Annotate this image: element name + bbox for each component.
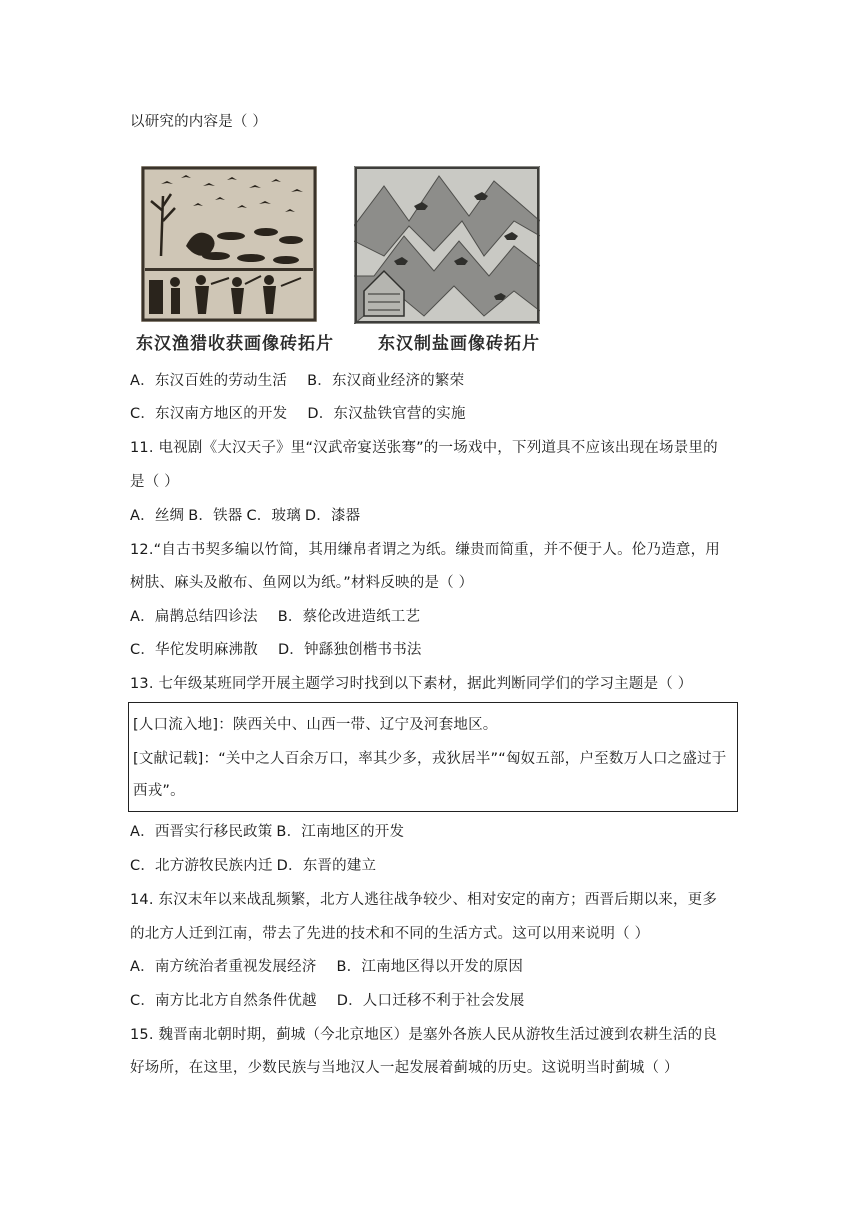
q12-stem-line1: 12.“自古书契多编以竹简，其用缣帛者谓之为纸。缣贵而简重，并不便于人。伦乃造意，用 [130, 542, 720, 558]
q12-option-d[interactable]: D．钟繇独创楷书书法 [277, 642, 422, 658]
q11-stem-line1: 11. 电视剧《大汉天子》里“汉武帝宴送张骞”的一场戏中，下列道具不应该出现在场景里的 [130, 440, 718, 456]
q12-option-a[interactable]: A．扁鹊总结四诊法 [130, 609, 258, 625]
salt-making-rubbing-drawing [354, 166, 540, 324]
q10-options-row1 [130, 371, 464, 391]
q13-option-d[interactable]: D．东晋的建立 [276, 858, 377, 874]
q13-options-row1 [130, 822, 404, 842]
fishing-hunting-rubbing-image [141, 166, 317, 322]
q13-options-row2 [130, 856, 376, 876]
q13-option-b[interactable]: B．江南地区的开发 [276, 824, 405, 840]
q13-material-line3: 西戎”。 [133, 783, 185, 799]
q11-option-b[interactable]: B．铁器 [188, 508, 243, 524]
salt-making-caption: 东汉制盐画像砖拓片 [378, 334, 540, 354]
fishing-hunting-rubbing-drawing [141, 166, 317, 322]
q12-options-row2 [130, 640, 422, 660]
q11-option-a[interactable]: A．丝绸 [130, 508, 185, 524]
q13-option-a[interactable]: A．西晋实行移民政策 [130, 824, 273, 840]
q13-stem: 13. 七年级某班同学开展主题学习时找到以下素材，据此判断同学们的学习主题是（ ） [130, 676, 693, 692]
q11-options [130, 506, 360, 526]
salt-making-rubbing-image [354, 166, 540, 324]
q10-option-d[interactable]: D．东汉盐铁官营的实施 [307, 406, 466, 422]
q14-option-c[interactable]: C．南方比北方自然条件优越 [130, 993, 317, 1009]
q14-stem-line2: 的北方人迁到江南，带去了先进的技术和不同的生活方式。这可以用来说明（ ） [130, 926, 650, 942]
q10-option-a[interactable]: A．东汉百姓的劳动生活 [130, 373, 288, 389]
q14-options-row2 [130, 991, 525, 1011]
q14-option-b[interactable]: B．江南地区得以开发的原因 [336, 959, 524, 975]
q10-option-b[interactable]: B．东汉商业经济的繁荣 [307, 373, 465, 389]
q12-stem-line2: 树肤、麻头及敝布、鱼网以为纸。”材料反映的是（ ） [130, 575, 474, 591]
q14-stem-line1: 14. 东汉末年以来战乱频繁，北方人逃往战争较少、相对安定的南方；西晋后期以来，更多 [130, 892, 718, 908]
q14-option-a[interactable]: A．南方统治者重视发展经济 [130, 959, 317, 975]
q10-options-row2 [130, 404, 466, 424]
q11-option-c[interactable]: C．玻璃 [246, 508, 301, 524]
q12-options-row1 [130, 607, 420, 627]
q12-option-c[interactable]: C．华佗发明麻沸散 [130, 642, 258, 658]
q13-option-c[interactable]: C．北方游牧民族内迁 [130, 858, 273, 874]
q11-option-d[interactable]: D．漆器 [304, 508, 361, 524]
fishing-hunting-caption: 东汉渔猎收获画像砖拓片 [136, 334, 334, 354]
q14-options-row1 [130, 957, 523, 977]
q12-option-b[interactable]: B．蔡伦改进造纸工艺 [277, 609, 421, 625]
q13-material-line1: [人口流入地]：陕西关中、山西一带、辽宁及河套地区。 [133, 717, 498, 733]
question-10-stem-end: 以研究的内容是（ ） [130, 114, 268, 130]
q15-stem-line2: 好场所，在这里，少数民族与当地汉人一起发展着蓟城的历史。这说明当时蓟城（ ） [130, 1060, 679, 1076]
q15-stem-line1: 15. 魏晋南北朝时期，蓟城（今北京地区）是塞外各族人民从游牧生活过渡到农耕生活的良 [130, 1027, 718, 1043]
q13-material-box [128, 702, 738, 812]
q11-stem-line2: 是（ ） [130, 474, 179, 490]
q14-option-d[interactable]: D．人口迁移不利于社会发展 [336, 993, 525, 1009]
q13-material-line2: [文献记载]：“关中之人百余万口，率其少多，戎狄居半”“匈奴五部，户至数万人口之盛过于 [133, 751, 727, 767]
q10-option-c[interactable]: C．东汉南方地区的开发 [130, 406, 288, 422]
